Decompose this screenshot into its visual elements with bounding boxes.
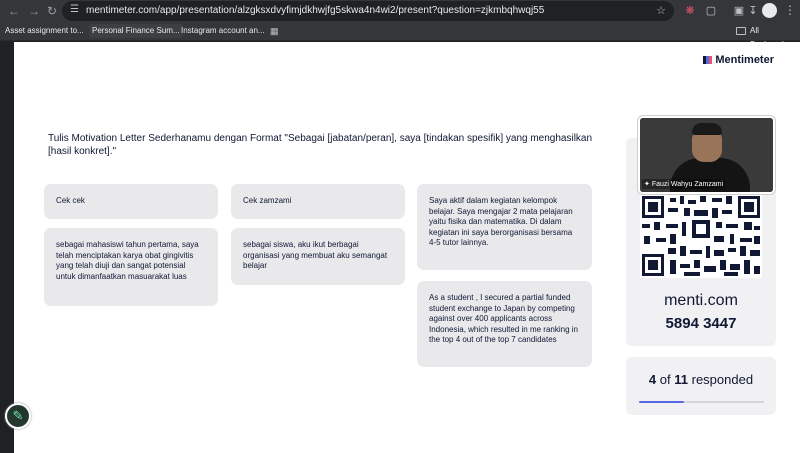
bookmark-item[interactable]: Asset assignment to... [5, 26, 84, 35]
join-url: menti.com [664, 292, 738, 309]
responded-count [626, 372, 776, 387]
qr-code [640, 194, 762, 278]
puzzle-icon[interactable]: ▢ [705, 5, 717, 17]
person-hair [692, 123, 722, 135]
response-text: Cek zamzami [243, 196, 292, 205]
apps-grid-icon[interactable]: ▦ [270, 26, 279, 36]
response-text: Cek cek [56, 196, 85, 205]
response-card [417, 184, 592, 270]
mentimeter-logo: Mentimeter [703, 54, 774, 66]
total-number: 11 [674, 372, 688, 387]
extension-icon[interactable]: ❋ [685, 5, 695, 17]
forward-arrow-icon[interactable]: → [28, 4, 40, 18]
tab-search-icon[interactable]: ▣ [733, 5, 745, 17]
participant-video[interactable] [638, 116, 775, 194]
response-text: Saya aktif dalam kegiatan kelompok belajar. Saya mengajar 2 mata pelajaran yaitu fisika dan matematika. Di dalam kegiatan ini saya berorganisasi bersama 4-5 tutor lainnya. [429, 196, 573, 247]
presentation-slide [14, 42, 800, 453]
join-code: 5894 3447 [665, 315, 737, 332]
of-label: of [659, 372, 671, 387]
response-card [231, 228, 405, 285]
participant-name-label: ✦ Fauzi Wahyu Zamzami [644, 181, 724, 188]
response-progress-bar [639, 401, 764, 403]
address-bar[interactable] [62, 1, 674, 21]
reload-icon[interactable]: ↻ [46, 4, 58, 18]
all-bookmarks-link[interactable]: All [750, 26, 759, 35]
bookmarks-bar [0, 22, 800, 41]
responded-label: responded [691, 372, 754, 387]
more-vert-icon[interactable]: ⋮ [784, 3, 796, 17]
bookmark-item[interactable]: Instagram account an... [181, 26, 265, 35]
star-icon[interactable]: ☆ [656, 5, 666, 17]
question-heading: Tulis Motivation Letter Sederhanamu dengan Format "Sebagai [jabatan/peran], saya [tindakan spesifik] yang menghasilkan [hasil konkret]." [48, 133, 593, 157]
bookmark-item[interactable]: Personal Finance Sum... [89, 24, 183, 38]
mentimeter-logo-icon [703, 56, 712, 64]
browser-toolbar [0, 0, 800, 22]
edit-pencil-button[interactable] [5, 403, 31, 429]
response-text: sebagai mahasiswi tahun pertama, saya telah menciptakan karya obat gingivitis yang telah diuji dan sangat potensial untuk dimanfaatkan masuarakat luas [56, 240, 199, 281]
profile-avatar[interactable] [762, 3, 777, 18]
responded-number: 4 [648, 372, 657, 387]
back-arrow-icon[interactable]: ← [8, 4, 20, 18]
response-text: As a student , I secured a partial funded student exchange to Japan by competing against over 400 applicants across Indonesia, which resulted in me ranking in the top 4 out of the top 7 candidates [429, 293, 578, 344]
pin-icon: ✦ [644, 181, 650, 188]
tune-icon[interactable]: ☰ [70, 4, 79, 15]
response-card [44, 228, 218, 306]
response-progress-fill [639, 401, 684, 403]
response-card [417, 281, 592, 367]
address-bar-url[interactable]: mentimeter.com/app/presentation/alzgksxdvyfimjdkhwjfg5skwa4n4wi2/present?question=zjkmbqhwqj55 [86, 5, 545, 16]
pencil-icon: ✎ [12, 408, 24, 423]
download-icon[interactable]: ↧ [748, 5, 758, 17]
response-card [231, 184, 405, 219]
response-card [44, 184, 218, 219]
response-text: sebagai siswa, aku ikut berbagai organisasi yang membuat aku semangat belajar [243, 240, 388, 270]
folder-icon [736, 27, 746, 35]
